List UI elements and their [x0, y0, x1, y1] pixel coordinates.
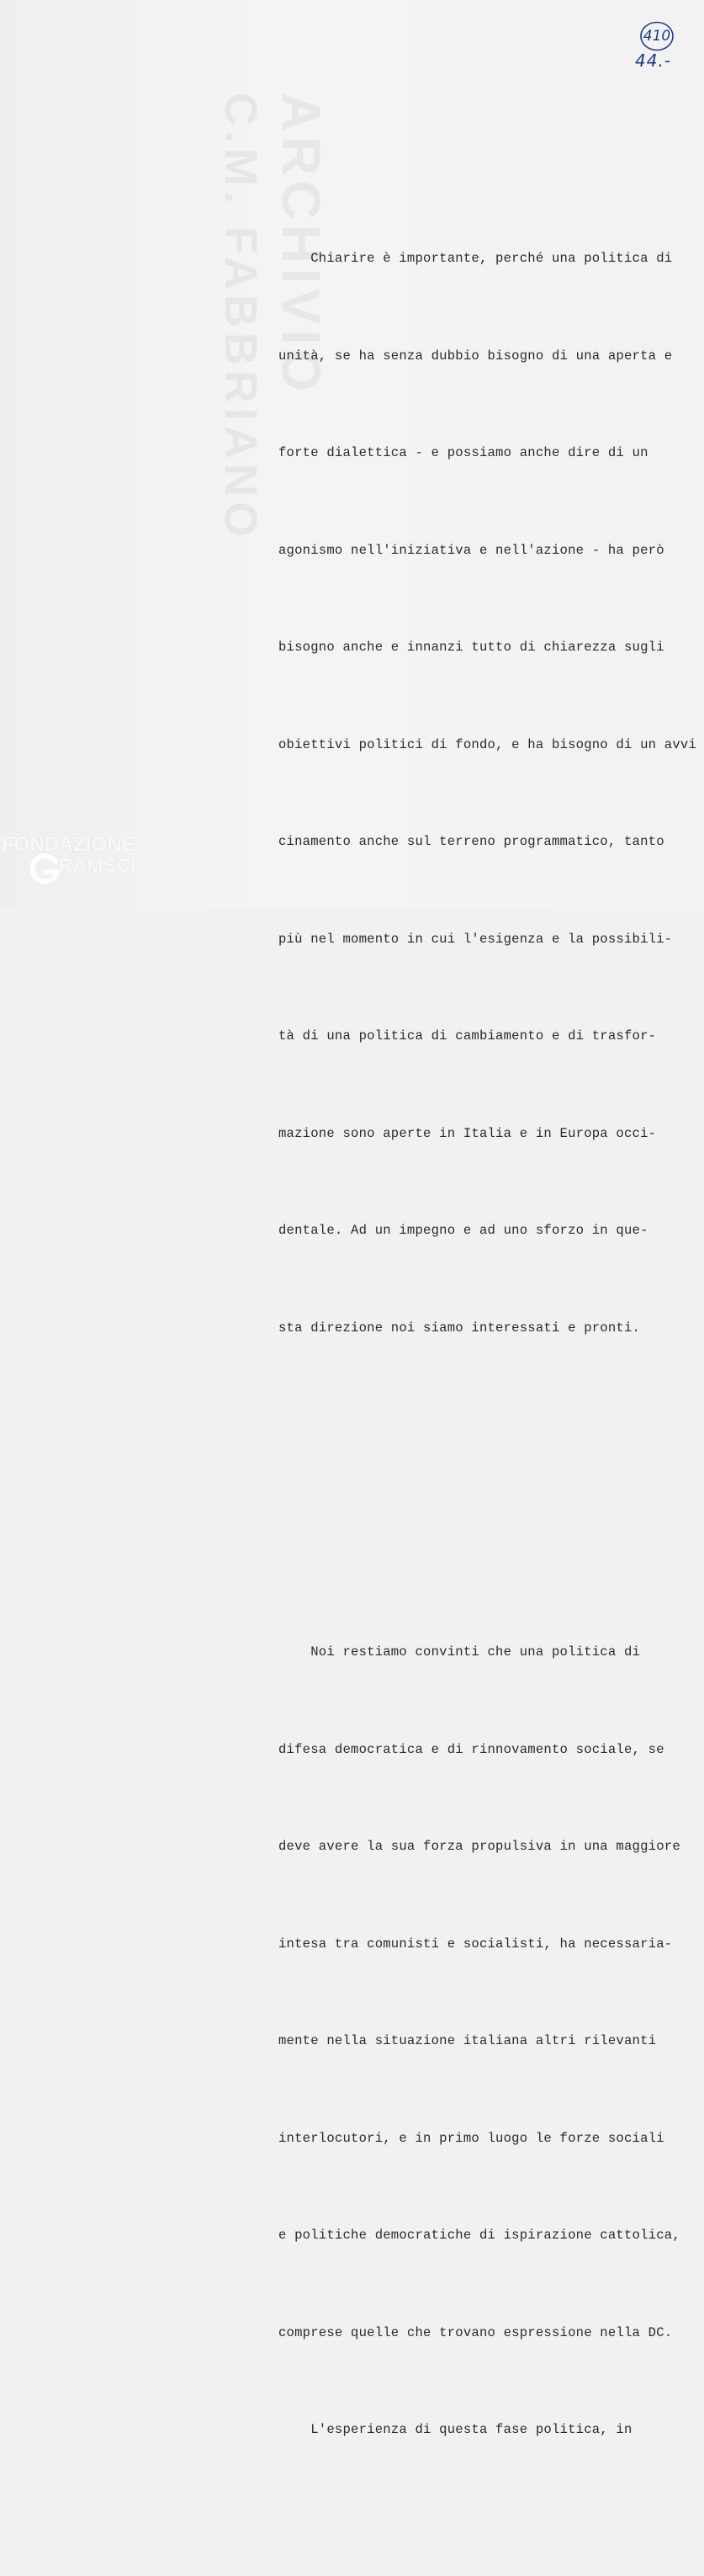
text-line: interlocutori, e in primo luogo le forze sociali: [278, 2130, 664, 2146]
text-line: cinamento anche sul terreno programmatico, tanto: [278, 834, 664, 849]
watermark-line-2: C.M. FABBRIANO: [215, 93, 266, 542]
paragraph-2: [278, 1571, 699, 2511]
text-line: sta direzione noi siamo interessati e pronti.: [278, 1320, 641, 1336]
watermark-line-1: ARCHIVIO: [271, 93, 331, 396]
typed-body-text: [278, 113, 699, 2576]
text-line: Noi restiamo convinti che una politica di: [278, 1644, 641, 1660]
text-line: dentale. Ad un impegno e ad uno sforzo in que-: [278, 1223, 648, 1238]
text-line: L'esperienza di questa fase politica, in: [278, 2422, 633, 2437]
logo-line-2: RAMSCI: [59, 855, 137, 876]
text-line: Chiarire è importante, perché una politica di: [278, 251, 673, 266]
paragraph-gap: [278, 1474, 699, 1506]
text-line: deve avere la sua forza propulsiva in una maggiore: [278, 1839, 680, 1854]
page-number-label: 410: [643, 28, 671, 45]
text-line: mente nella situazione italiana altri rilevanti: [278, 2033, 657, 2048]
text-line: e politiche democratiche di ispirazione cattolica,: [278, 2228, 680, 2243]
logo-line-1: FONDAZIONE: [2, 833, 135, 856]
text-line: difesa democratica e di rinnovamento sociale, se: [278, 1741, 664, 1757]
text-line: tà di una politica di cambiamento e di trasfor-: [278, 1028, 657, 1044]
sheet-number-handwritten: 44.-: [635, 50, 672, 71]
paragraph-1: [278, 178, 699, 1409]
text-line: più nel momento in cui l'esigenza e la possibili-: [278, 931, 673, 947]
text-line: bisogno anche e innanzi tutto di chiarezza sugli: [278, 640, 664, 655]
text-line: intesa tra comunisti e socialisti, ha necessaria-: [278, 1936, 673, 1952]
text-line: agonismo nell'iniziativa e nell'azione - ha però: [278, 542, 664, 558]
logo-g-icon: [27, 852, 62, 887]
text-line: forte dialettica - e possiamo anche dire di un: [278, 445, 648, 460]
text-line: comprese quelle che trovano espressione nella DC.: [278, 2324, 673, 2340]
page-number-circled: [639, 20, 675, 52]
text-line: mazione sono aperte in Italia e in Europa occi-: [278, 1125, 657, 1141]
fondazione-logo: [2, 833, 178, 900]
text-line: unità, se ha senza dubbio bisogno di una aperta e: [278, 348, 673, 364]
text-line: obiettivi politici di fondo, e ha bisogno di un avvi: [278, 736, 697, 752]
